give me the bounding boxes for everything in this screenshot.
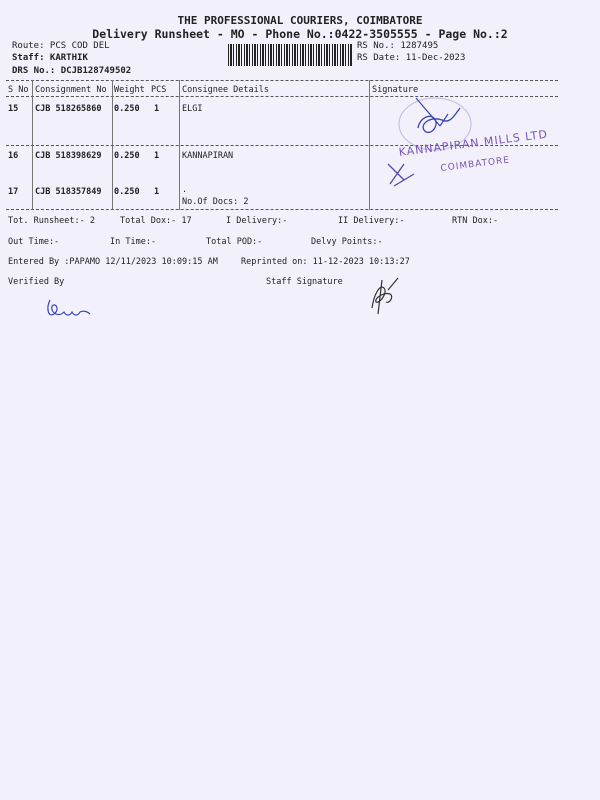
no-of-docs: No.Of Docs: 2 (182, 197, 249, 207)
table-row-consignee: . (182, 185, 188, 195)
col-header-signature: Signature (372, 85, 419, 95)
table-row-pcs: 1 (154, 187, 160, 197)
rs-number: RS No.: 1287495 (357, 41, 439, 51)
barcode (228, 44, 352, 66)
rtn-dox: RTN Dox:- (452, 216, 499, 226)
runsheet-subtitle: Delivery Runsheet - MO - Phone No.:0422-3505555 - Page No.:2 (92, 27, 508, 41)
table-row-pcs: 1 (154, 151, 160, 161)
col-header-consignment: Consignment No (35, 85, 107, 95)
stamp-text-line1: KANNAPIRAN MILLS LTD (398, 127, 549, 159)
drs-number: DRS No.: DCJB128749502 (12, 66, 132, 76)
reprinted-on: Reprinted on: 11-12-2023 10:13:27 (241, 257, 410, 267)
rule-bottom (6, 209, 558, 210)
table-row-weight: 0.250 (114, 151, 140, 161)
delvy-points: Delvy Points:- (311, 237, 383, 247)
table-row-consignment: CJB 518265860 (35, 104, 102, 114)
out-time: Out Time:- (8, 237, 60, 247)
col-header-pcs: PCS (151, 85, 167, 95)
col-header-weight: Weight (114, 85, 145, 95)
rs-date: RS Date: 11-Dec-2023 (357, 53, 466, 63)
col-header-consignee: Consignee Details (182, 85, 269, 95)
stamp-text-line2: COIMBATORE (440, 155, 511, 174)
rule-top (6, 80, 558, 81)
total-dox: Total Dox:- 17 (120, 216, 192, 226)
table-row-consignee: KANNAPIRAN (182, 151, 234, 161)
table-row-weight: 0.250 (114, 187, 140, 197)
total-pod: Total POD:- (206, 237, 263, 247)
in-time: In Time:- (110, 237, 157, 247)
tot-runsheet: Tot. Runsheet:- 2 (8, 216, 95, 226)
table-row-consignment: CJB 518398629 (35, 151, 102, 161)
staff-signature-icon (362, 274, 412, 318)
table-row-sno: 16 (8, 151, 19, 161)
company-title: THE PROFESSIONAL COURIERS, COIMBATORE (177, 14, 423, 27)
route-label: Route: PCS COD DEL (12, 41, 110, 51)
table-row-weight: 0.250 (114, 104, 140, 114)
table-row-sno: 17 (8, 187, 19, 197)
verifier-signature-icon (40, 292, 100, 326)
entered-by: Entered By :PAPAMO 12/11/2023 10:09:15 AM (8, 257, 218, 267)
staff-signature-label: Staff Signature (266, 277, 343, 287)
staff-label: Staff: KARTHIK (12, 53, 88, 63)
table-row-sno: 15 (8, 104, 19, 114)
ii-delivery: II Delivery:- (338, 216, 405, 226)
table-row-consignee: ELGI (182, 104, 203, 114)
table-row-pcs: 1 (154, 104, 160, 114)
table-row-consignment: CJB 518357849 (35, 187, 102, 197)
verified-by-label: Verified By (8, 277, 65, 287)
col-header-sno: S No (8, 85, 29, 95)
i-delivery: I Delivery:- (226, 216, 288, 226)
